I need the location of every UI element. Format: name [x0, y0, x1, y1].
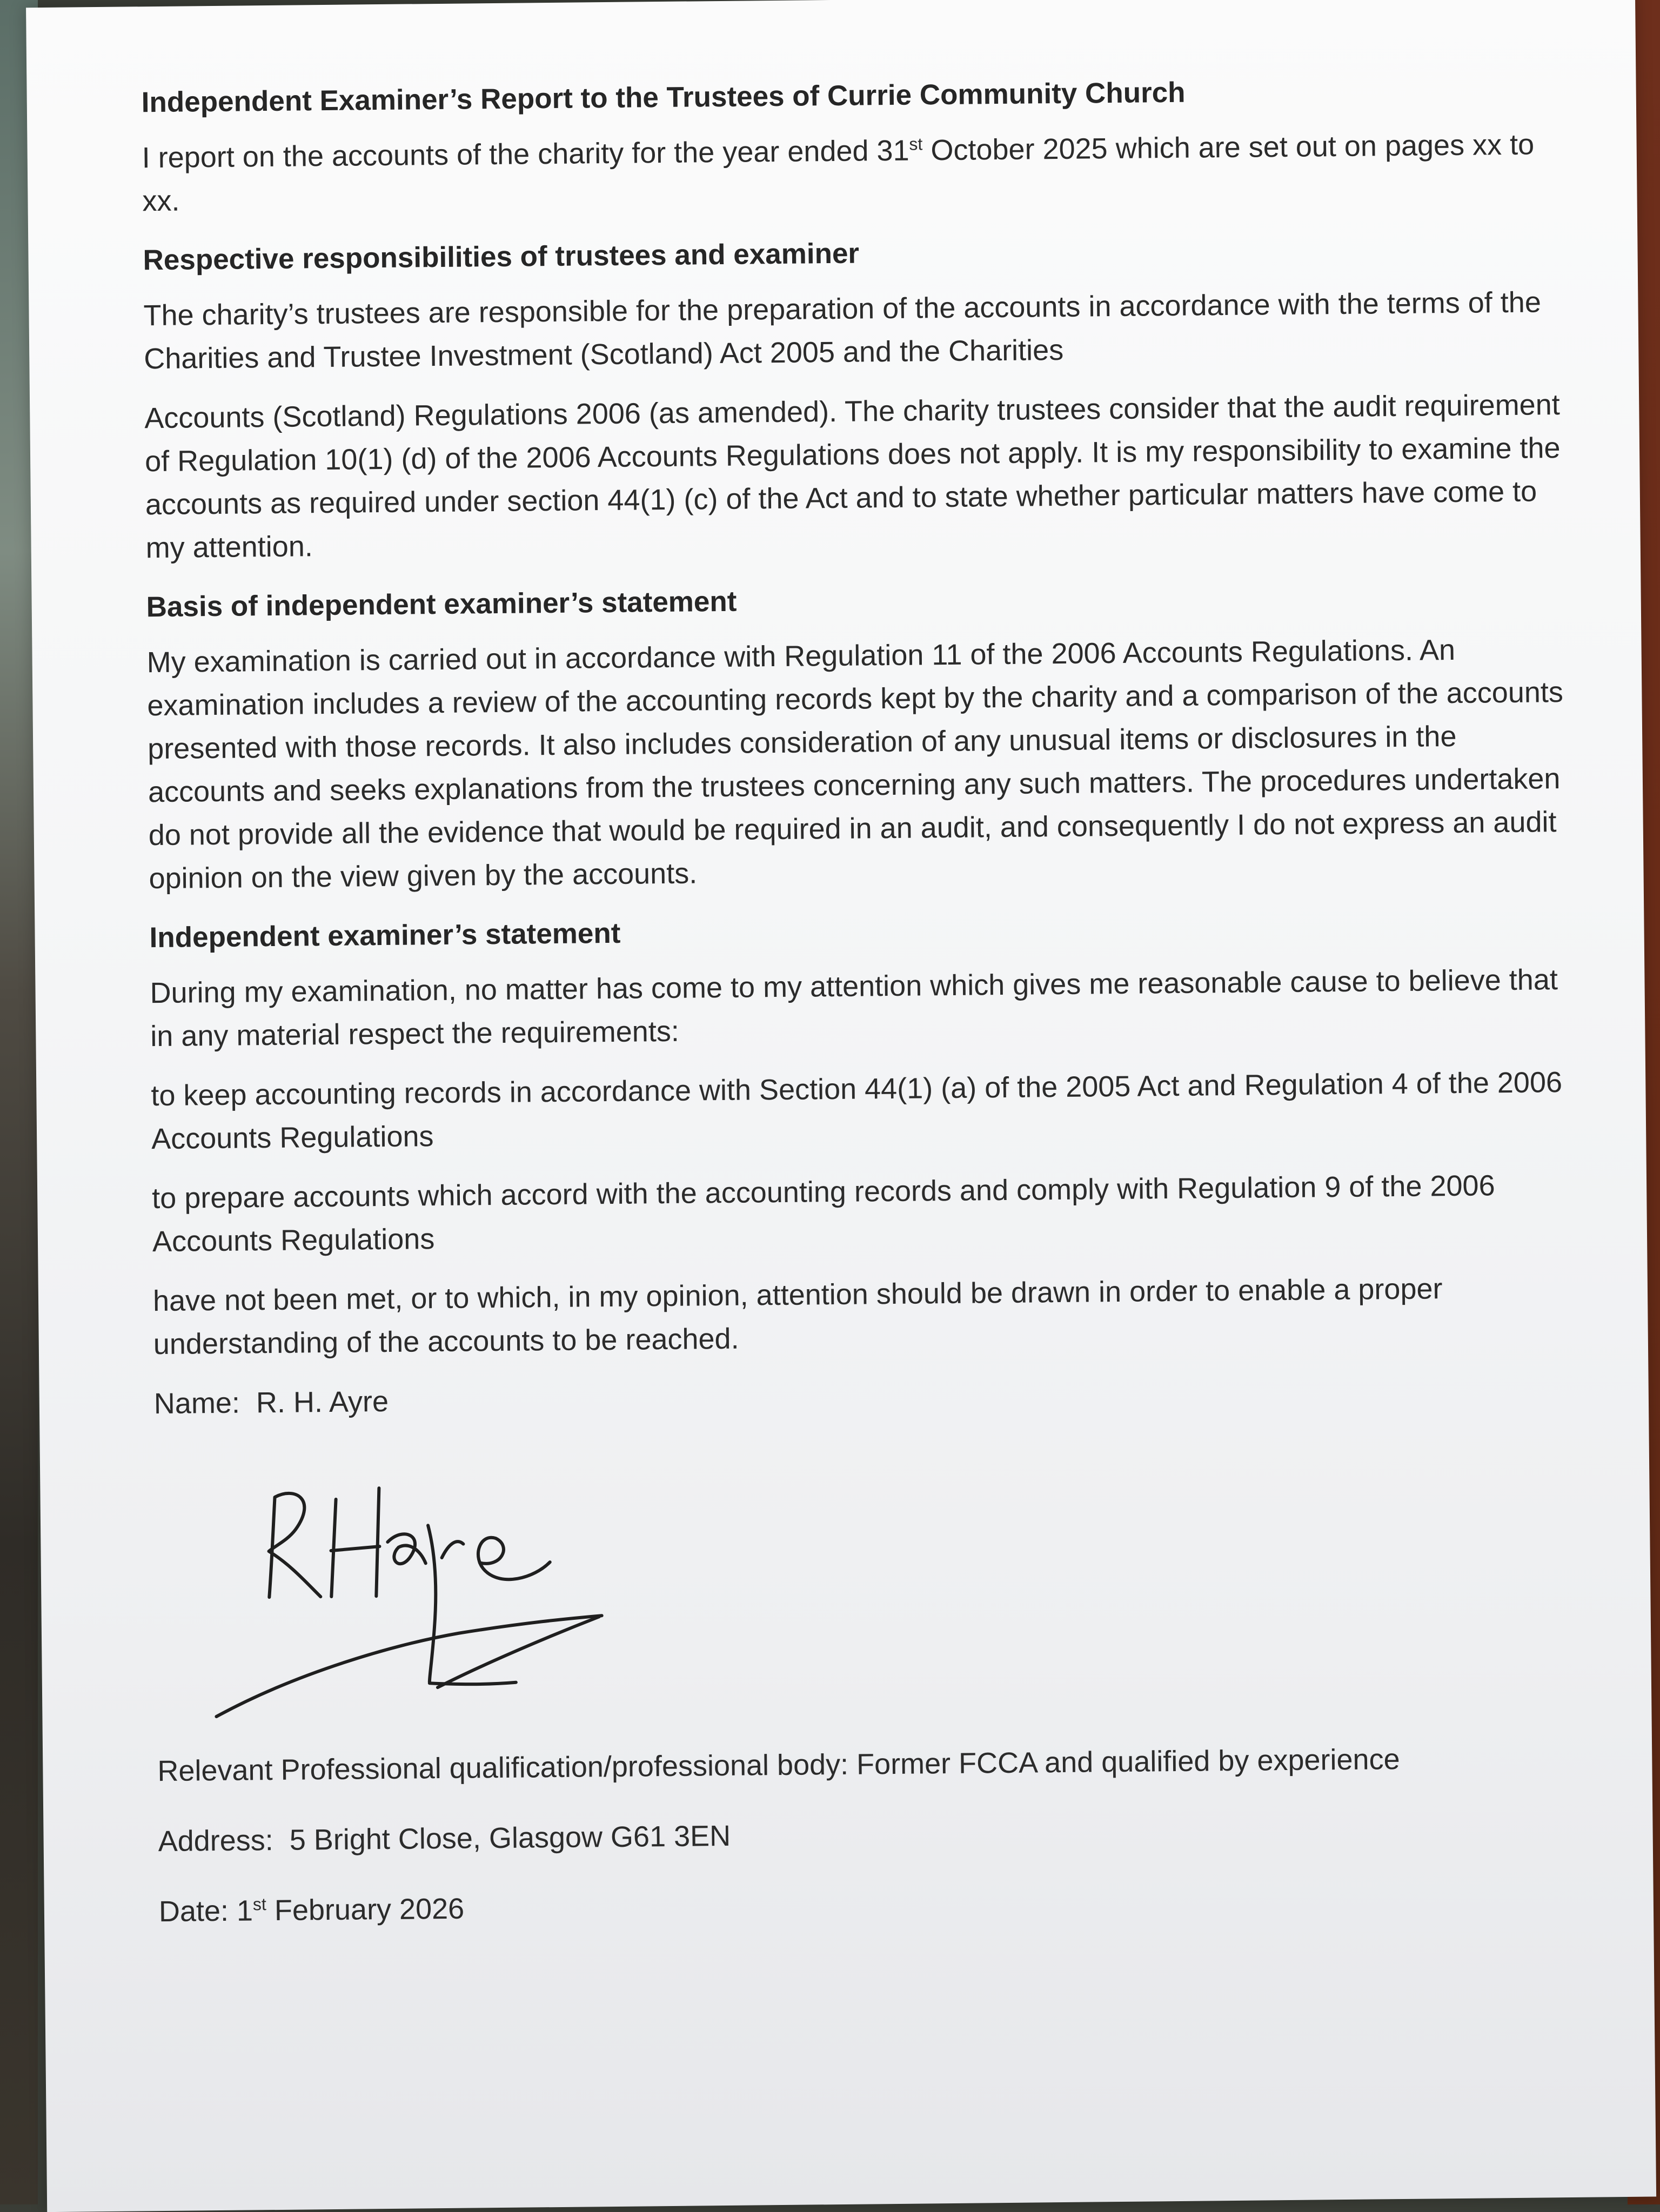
section-heading-basis: Basis of independent examiner’s statement [146, 585, 737, 624]
address-row [158, 1806, 1585, 1863]
statement-paragraph-1: During my examination, no matter has come to my attention which gives me reasonable cause to believe that in any material respect the requirements: [150, 963, 1558, 1053]
intro-text-after: October 2025 which are set out on pages xx to xx. [142, 128, 1535, 218]
examiner-name-row [153, 1369, 1581, 1425]
paper-sheet [26, 0, 1656, 2212]
qualification-value: Former FCCA and qualified by experience [856, 1743, 1400, 1781]
statement-paragraph-3: to prepare accounts which accord with the accounting records and comply with Regulation 9 of the 2006 Accounts Regulations [151, 1169, 1495, 1258]
date-ordinal-suffix: st [252, 1894, 266, 1914]
statement-paragraph-2: to keep accounting records in accordance with Section 44(1) (a) of the 2005 Act and Regulation 4 of the 2006 Accounts Regulations [151, 1066, 1563, 1156]
date-day: 1 [236, 1894, 253, 1927]
responsibilities-paragraph-1: The charity’s trustees are responsible for the preparation of the accounts in accordance with the terms of the Charities and Trustee Investment (Scotland) Act 2005 and the Charities [143, 286, 1542, 376]
document-title: Independent Examiner’s Report to the Trustees of Currie Community Church [141, 76, 1186, 119]
intro-text-before: I report on the accounts of the charity for the year ended 31 [142, 134, 909, 175]
date-rest: February 2026 [266, 1892, 465, 1927]
responsibilities-paragraph-2: Accounts (Scotland) Regulations 2006 (as amended). The charity trustees consider that the audit requirement of Regulation 10(1) (d) of the 2006 Accounts Regulations does not apply. It is my responsibility to examine the accounts as required under section 44(1) (c) of the Act and to state whether particular matters have come to my attention. [144, 388, 1561, 565]
signature-image [132, 1432, 621, 1739]
name-label: Name: [153, 1386, 240, 1420]
document-body [141, 68, 1585, 1960]
intro-ordinal-suffix: st [909, 134, 923, 154]
date-row [159, 1876, 1586, 1933]
statement-paragraph-4: have not been met, or to which, in my opinion, attention should be drawn in order to enable a proper understanding of the accounts to be reached. [152, 1272, 1443, 1361]
qualification-label: Relevant Professional qualification/professional body: [157, 1748, 849, 1788]
address-label: Address: [158, 1824, 274, 1858]
date-label: Date: [158, 1894, 229, 1928]
signature [132, 1432, 621, 1739]
address-value: 5 Bright Close, Glasgow G61 3EN [289, 1819, 731, 1856]
intro-paragraph [142, 123, 1569, 223]
qualification-row [157, 1736, 1584, 1793]
section-heading-responsibilities: Respective responsibilities of trustees and examiner [143, 237, 860, 277]
basis-paragraph: My examination is carried out in accordance with Regulation 11 of the 2006 Accounts Regulations. An examination includes a review of the accounting records kept by the charity and a comparison of the accounts presented with those records. It also includes consideration of any unusual items or disclosures in the accounts and seeks explanations from the trustees concerning any such matters. The procedures undertaken do not provide all the evidence that would be required in an audit, and consequently I do not express an audit opinion on the view given by the accounts. [146, 633, 1564, 895]
name-value: R. H. Ayre [256, 1385, 389, 1419]
section-heading-statement: Independent examiner’s statement [149, 917, 621, 954]
